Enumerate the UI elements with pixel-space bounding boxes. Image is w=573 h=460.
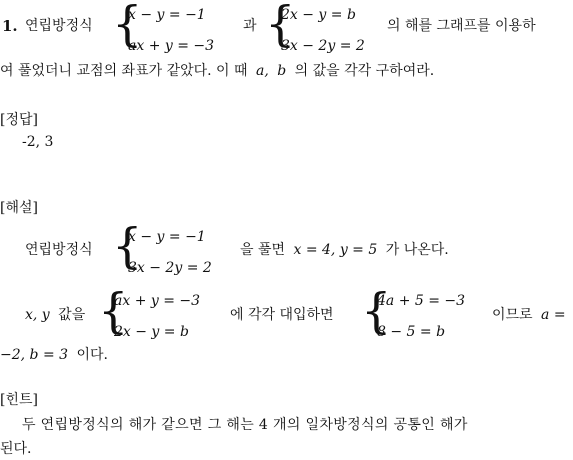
explanation-heading: [해설] [0, 200, 38, 216]
explanation-sys1-eq1: x − y = −1 [128, 229, 206, 245]
problem-sys2-eq2: 3x − 2y = 2 [281, 38, 365, 54]
hint-heading: [힌트] [0, 392, 38, 408]
answer-value: -2, 3 [22, 134, 54, 150]
problem-line2-text: 여 풀었더니 교점의 좌표가 같았다. 이 때 [0, 63, 248, 79]
explanation-solution: x = 4, y = 5 [293, 242, 378, 258]
problem-sys1-eq1: x − y = −1 [128, 7, 206, 23]
explanation-result-line [0, 348, 108, 362]
explanation-intro: 연립방정식 [25, 242, 93, 258]
brace-explanation-sys3: { [361, 283, 392, 339]
explanation-solve-text: 을 풀면 [240, 242, 286, 258]
explanation-vars-text: 값을 [58, 307, 86, 323]
problem-sys1-eq2: ax + y = −3 [128, 38, 215, 54]
explanation-result-math: −2, b = 3 [0, 347, 69, 363]
problem-sys2-eq1: 2x − y = b [281, 7, 356, 23]
brace-problem-sys1: { [112, 0, 143, 52]
problem-line1-tail: 의 해를 그래프를 이용하 [387, 18, 536, 34]
problem-var-a: a, [256, 63, 269, 79]
explanation-sys1-eq2: 3x − 2y = 2 [128, 260, 212, 276]
problem-line2 [0, 64, 434, 78]
explanation-solve-line [240, 243, 449, 257]
explanation-sub-text: 에 각각 대입하면 [230, 307, 334, 323]
explanation-so-math: a = [541, 307, 566, 323]
hint-line1: 두 연립방정식의 해가 같으면 그 해는 4 개의 일차방정식의 공통인 해가 [22, 417, 468, 433]
brace-problem-sys2: { [265, 0, 296, 52]
explanation-sys2-eq2: 2x − y = b [114, 324, 189, 340]
answer-heading: [정답] [0, 112, 38, 128]
explanation-vars-line [25, 308, 85, 322]
explanation-sys3-eq2: 8 − 5 = b [377, 324, 446, 340]
problem-conjunction: 과 [243, 18, 257, 34]
explanation-so-line [492, 308, 566, 322]
problem-number: 1. [2, 17, 18, 35]
explanation-vars: x, y [25, 307, 50, 323]
problem-line2-tail: 의 값을 각각 구하여라. [294, 63, 435, 79]
problem-var-b: b [277, 63, 287, 79]
explanation-result-tail: 이다. [76, 347, 108, 363]
brace-explanation-sys1: { [112, 218, 143, 274]
explanation-so-text: 이므로 [492, 307, 533, 323]
explanation-solve-tail: 가 나온다. [385, 242, 449, 258]
explanation-sys3-eq1: 4a + 5 = −3 [377, 293, 466, 309]
explanation-sys2-eq1: ax + y = −3 [114, 293, 201, 309]
problem-intro: 연립방정식 [25, 18, 93, 34]
hint-line2: 된다. [0, 441, 32, 457]
brace-explanation-sys2: { [98, 283, 129, 339]
